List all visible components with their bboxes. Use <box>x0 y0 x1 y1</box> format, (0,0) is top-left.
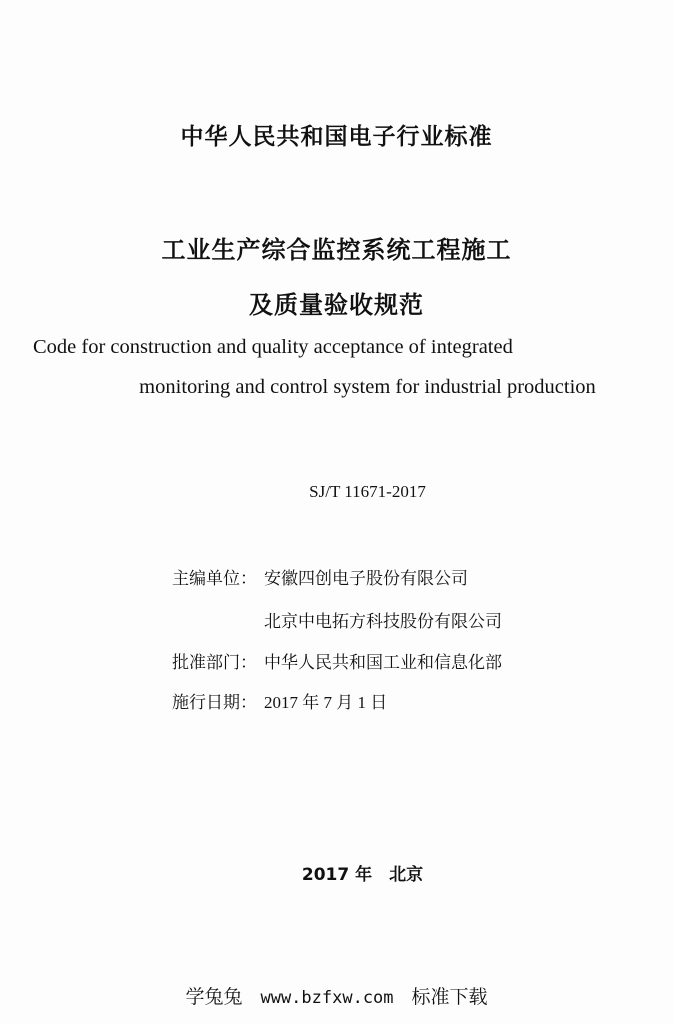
document-title-zh-line-1: 工业生产综合监控系统工程施工 <box>161 236 512 264</box>
editor-org-1: 安徽四创电子股份有限公司 <box>264 569 468 589</box>
effective-date-row <box>172 688 387 713</box>
editor-row <box>172 564 468 589</box>
editor-org-2: 北京中电拓方科技股份有限公司 <box>264 612 502 632</box>
document-title-en-line-1: Code for construction and quality acceptance of integrated <box>33 336 513 358</box>
editor-label: 主编单位： <box>172 569 257 589</box>
standard-number: SJ/T 11671-2017 <box>309 482 426 501</box>
watermark-site-name: 学兔兔 <box>185 986 243 1008</box>
watermark-footer <box>0 982 673 1009</box>
effective-date-label: 施行日期： <box>172 693 257 713</box>
approver-org: 中华人民共和国工业和信息化部 <box>264 653 502 673</box>
editor-row-2 <box>264 607 502 632</box>
standard-category-heading: 中华人民共和国电子行业标准 <box>180 124 493 150</box>
document-title-zh-line-2: 及质量验收规范 <box>249 291 424 319</box>
approver-row <box>172 648 502 673</box>
watermark-tagline: 标准下载 <box>411 986 488 1008</box>
publication-year-place: 2017 年 北京 <box>301 865 424 885</box>
watermark-url: www.bzfxw.com <box>260 988 394 1008</box>
approver-label: 批准部门： <box>172 653 257 673</box>
effective-date-value: 2017 年 7 月 1 日 <box>264 693 388 712</box>
document-title-en-line-2: monitoring and control system for industrial production <box>139 376 596 398</box>
